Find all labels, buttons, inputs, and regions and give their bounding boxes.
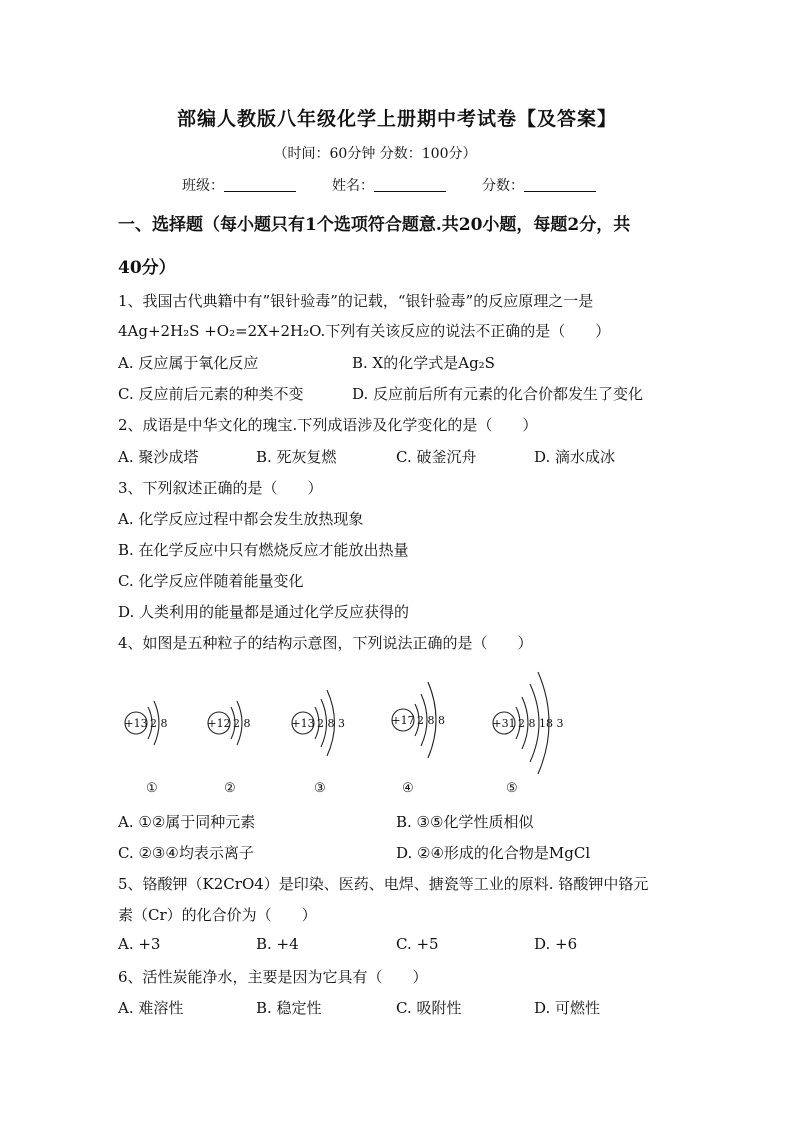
question-1-stem-line2: 4Ag+2H₂S +O₂=2X+2H₂O.下列有关该反应的说法不正确的是（ ） (118, 322, 611, 340)
exam-title: 部编人教版八年级化学上册期中考试卷【及答案】 (176, 108, 617, 130)
question-5-stem-line2: 素（Cr）的化合价为（ ） (118, 906, 317, 924)
atom-5-label: ⑤ (506, 781, 518, 796)
atom-1-shells: 2 8 (150, 717, 168, 730)
atom-3-label: ③ (314, 781, 326, 796)
question-5-option-a: A. +3 (118, 935, 161, 953)
question-6-stem: 6、活性炭能净水，主要是因为它具有（ ） (118, 968, 428, 986)
atom-4-label: ④ (402, 781, 414, 796)
student-info-row (182, 175, 632, 195)
atom-4-nucleus: +17 (391, 714, 415, 727)
question-6-option-d: D. 可燃性 (534, 999, 601, 1017)
question-2-option-a: A. 聚沙成塔 (118, 448, 199, 466)
section-heading-line2: 40分） (118, 258, 176, 278)
atom-5-nucleus: +31 (492, 717, 516, 730)
atom-structure-diagrams (118, 670, 598, 800)
question-5-option-c: C. +5 (396, 935, 439, 953)
question-1-option-d: D. 反应前后所有元素的化合价都发生了变化 (352, 385, 644, 403)
question-3-stem: 3、下列叙述正确的是（ ） (118, 479, 323, 497)
question-5-option-d: D. +6 (534, 935, 578, 953)
question-5-stem-line1: 5、铬酸钾（K2CrO4）是印染、医药、电焊、搪瓷等工业的原料. 铬酸钾中铬元 (118, 875, 649, 893)
question-4-option-c: C. ②③④均表示离子 (118, 844, 254, 862)
question-4-stem: 4、如图是五种粒子的结构示意图，下列说法正确的是（ ） (118, 634, 533, 652)
question-6-option-b: B. 稳定性 (256, 999, 322, 1017)
atom-3-shells: 2 8 3 (317, 717, 345, 730)
class-blank[interactable] (224, 177, 296, 192)
atom-1-label: ① (146, 781, 158, 796)
question-2-option-c: C. 破釜沉舟 (396, 448, 477, 466)
atom-1-nucleus: +13 (124, 717, 148, 730)
class-label: 班级： (182, 178, 224, 194)
question-1-option-a: A. 反应属于氧化反应 (118, 354, 259, 372)
atom-3-nucleus: +13 (291, 717, 315, 730)
question-1-option-c: C. 反应前后元素的种类不变 (118, 385, 304, 403)
question-5-option-b: B. +4 (256, 935, 299, 953)
question-6-option-c: C. 吸附性 (396, 999, 462, 1017)
name-blank[interactable] (374, 177, 446, 192)
question-4-option-a: A. ①②属于同种元素 (118, 813, 256, 831)
question-3-option-c: C. 化学反应伴随着能量变化 (118, 572, 304, 590)
question-6-option-a: A. 难溶性 (118, 999, 184, 1017)
atom-2-label: ② (224, 781, 236, 796)
score-blank[interactable] (524, 177, 596, 192)
question-4-option-d: D. ②④形成的化合物是MgCl (396, 844, 591, 862)
exam-time-score: （时间：60分钟 分数：100分） (273, 146, 477, 162)
question-4-option-b: B. ③⑤化学性质相似 (396, 813, 534, 831)
question-3-option-d: D. 人类利用的能量都是通过化学反应获得的 (118, 603, 410, 621)
question-1-stem-line1: 1、我国古代典籍中有”银针验毒”的记载，“银针验毒”的反应原理之一是 (118, 292, 594, 310)
question-3-option-b: B. 在化学反应中只有燃烧反应才能放出热量 (118, 541, 409, 559)
name-label: 姓名： (332, 178, 374, 194)
question-2-option-b: B. 死灰复燃 (256, 448, 337, 466)
atom-4-shells: 2 8 8 (417, 714, 445, 727)
score-label: 分数： (482, 178, 524, 194)
atom-5-shells: 2 8 18 3 (518, 717, 564, 730)
question-2-option-d: D. 滴水成冰 (534, 448, 616, 466)
question-1-option-b: B. X的化学式是Ag₂S (352, 354, 495, 372)
atom-2-shells: 2 8 (233, 717, 251, 730)
atom-2-nucleus: +12 (207, 717, 231, 730)
section-heading-line1: 一、选择题（每小题只有1个选项符合题意.共20小题，每题2分，共 (118, 215, 631, 235)
question-2-stem: 2、成语是中华文化的瑰宝.下列成语涉及化学变化的是（ ） (118, 416, 538, 434)
question-3-option-a: A. 化学反应过程中都会发生放热现象 (118, 510, 364, 528)
